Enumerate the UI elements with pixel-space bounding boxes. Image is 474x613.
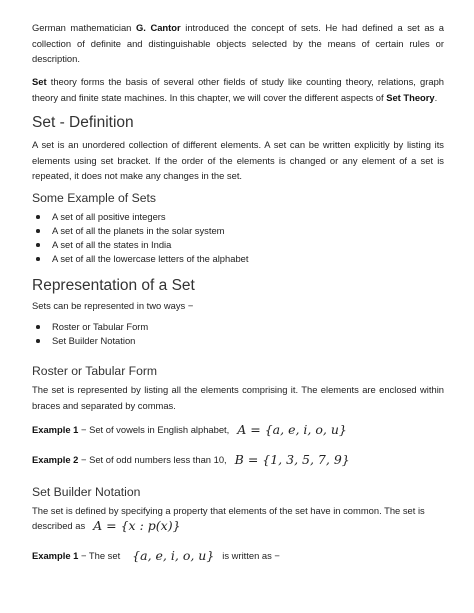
example-text: − Set of odd numbers less than 10, (78, 454, 227, 465)
builder-example-1 (32, 547, 444, 565)
intro-paragraph-2 (32, 74, 444, 105)
list-item: A set of all positive integers (32, 210, 444, 224)
heading-representation: Representation of a Set (32, 277, 195, 294)
example-label: Example 2 (32, 454, 79, 465)
list-item: Set Builder Notation (32, 334, 444, 348)
examples-list (32, 210, 444, 266)
heading-set-builder: Set Builder Notation (32, 485, 141, 499)
list-item: A set of all the planets in the solar system (32, 224, 444, 238)
roster-example-1 (32, 421, 444, 439)
roster-paragraph: The set is represented by listing all the elements comprising it. The elements are enclosed within braces and separated by commas. (32, 384, 444, 411)
example-text: − Set of vowels in English alphabet, (78, 424, 230, 435)
example-text-after: is written as − (222, 550, 280, 561)
intro2-period: . (434, 91, 438, 103)
builder-paragraph-line-2 (32, 518, 444, 534)
cantor-name: G. Cantor (135, 22, 181, 33)
heading-some-examples: Some Example of Sets (32, 191, 156, 205)
builder-text: described as (32, 520, 86, 531)
roster-example-2 (32, 451, 444, 469)
set-theory-bold: Set Theory (386, 91, 435, 103)
list-item: A set of all the states in India (32, 238, 444, 252)
intro-paragraph-1 (32, 20, 444, 67)
heading-roster-form: Roster or Tabular Form (32, 364, 158, 378)
representation-intro: Sets can be represented in two ways − (32, 300, 194, 311)
heading-set-definition: Set - Definition (32, 114, 134, 131)
intro2-text: theory forms the basis of several other fields of study like counting theory, relations, graph theory and finite state machines. In this chapter, we will cover the different aspects of (32, 76, 444, 103)
list-item: Roster or Tabular Form (32, 320, 444, 334)
builder-paragraph-line-1: The set is defined by specifying a property that elements of the set have in common. The set is (32, 505, 425, 516)
representation-list (32, 320, 444, 348)
definition-paragraph: A set is an unordered collection of different elements. A set can be written explicitly by listing its elements using set bracket. If the order of the elements is changed or any element of a set is repeated, it does not make any changes in the set. (32, 139, 444, 181)
example-label: Example 1 (32, 424, 79, 435)
list-item: A set of all the lowercase letters of the alphabet (32, 252, 444, 266)
example-text: − The set (78, 550, 121, 561)
example-label: Example 1 (32, 550, 79, 561)
formula: B = {1, 3, 5, 7, 9} (234, 452, 350, 467)
set-bold: Set (32, 76, 47, 87)
intro-text: German mathematician (32, 22, 136, 33)
formula: {a, e, i, o, u} (132, 548, 215, 563)
formula: A = {a, e, i, o, u} (237, 422, 347, 437)
formula: A = {x : p(x)} (93, 518, 181, 533)
intro-text-rest: introduced the concept of sets. He had defined a set as a collection of definite and distinguishable objects selected by the means of certain rules or description. (32, 22, 444, 64)
